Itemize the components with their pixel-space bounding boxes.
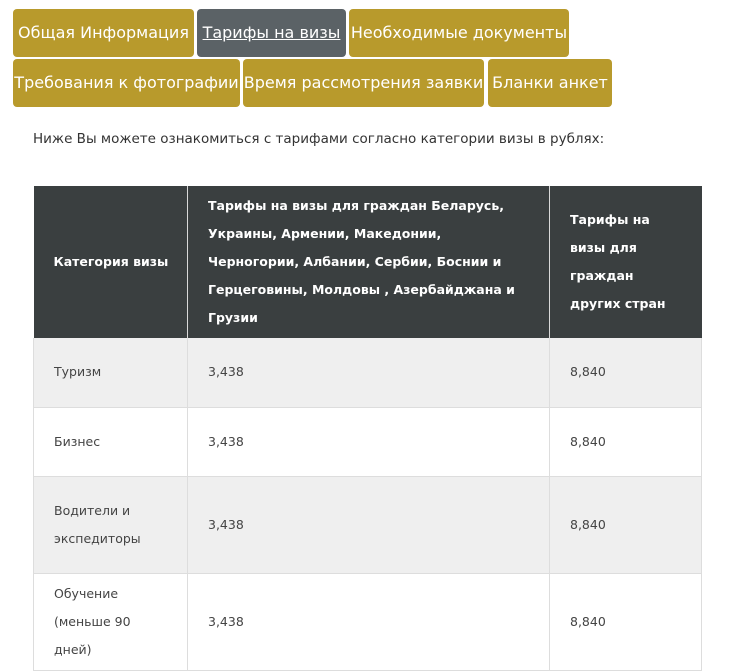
header-fees-cis-balkans: Тарифы на визы для граждан Беларусь, Украины, Армении, Македонии, Черногории, Албании, Сербии, Боснии и Герцеговины, Молдовы , Азербайджана и Грузии (188, 186, 550, 338)
cell-category: Водители и экспедиторы (34, 476, 188, 573)
table-row (34, 476, 702, 573)
table-row (34, 573, 702, 670)
cell-category: Бизнес (34, 407, 188, 476)
table-row (34, 407, 702, 476)
visa-fees-table (33, 186, 702, 671)
tab-visa-fees[interactable]: Тарифы на визы (197, 9, 346, 57)
intro-text: Ниже Вы можете ознакомиться с тарифами согласно категории визы в рублях: (33, 131, 605, 147)
cell-category: Туризм (34, 338, 188, 407)
table-row (34, 338, 702, 407)
tab-application-forms[interactable]: Бланки анкет (488, 59, 612, 107)
tab-required-documents[interactable]: Необходимые документы (349, 9, 569, 57)
table-header-row (34, 186, 702, 338)
tab-photo-requirements[interactable]: Требования к фотографии (13, 59, 240, 107)
cell-fee-other: 8,840 (550, 476, 702, 573)
cell-fee-cis: 3,438 (188, 338, 550, 407)
header-visa-category: Категория визы (34, 186, 188, 338)
cell-fee-other: 8,840 (550, 573, 702, 670)
cell-fee-cis: 3,438 (188, 476, 550, 573)
cell-fee-other: 8,840 (550, 407, 702, 476)
cell-category: Обучение (меньше 90 дней) (34, 573, 188, 670)
header-fees-other-countries: Тарифы на визы для граждан других стран (550, 186, 702, 338)
cell-fee-cis: 3,438 (188, 407, 550, 476)
tab-processing-time[interactable]: Время рассмотрения заявки (243, 59, 484, 107)
tab-general-info[interactable]: Общая Информация (13, 9, 194, 57)
cell-fee-other: 8,840 (550, 338, 702, 407)
cell-fee-cis: 3,438 (188, 573, 550, 670)
